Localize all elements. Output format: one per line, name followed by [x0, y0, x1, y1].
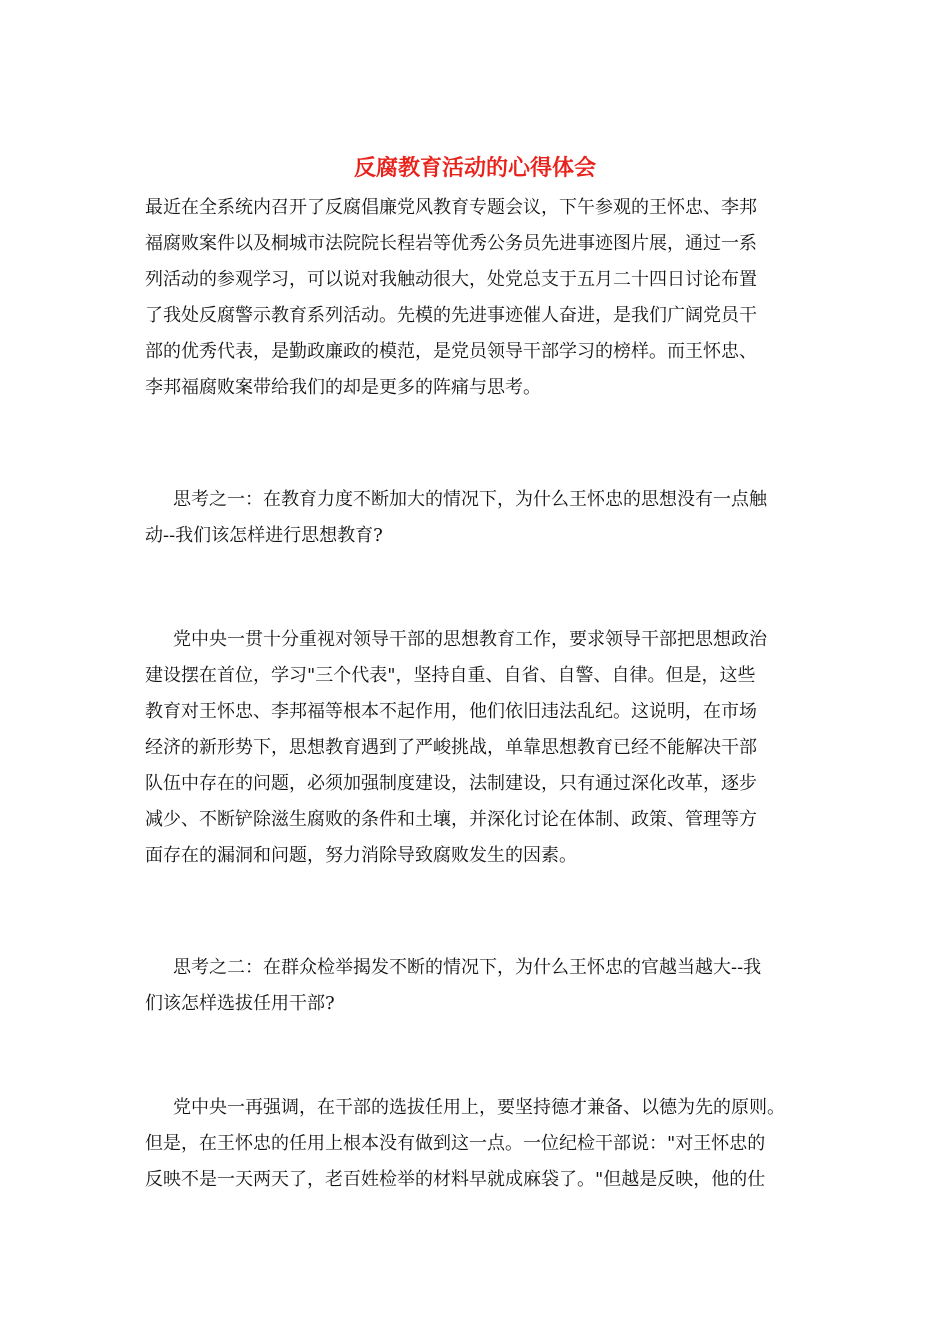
paragraph-line: 们该怎样选拔任用干部?: [145, 993, 335, 1014]
paragraph-line: 教育对王怀忠、李邦福等根本不起作用，他们依旧违法乱纪。这说明，在市场: [145, 701, 757, 722]
paragraph-line: 了我处反腐警示教育系列活动。先模的先进事迹催人奋进，是我们广阔党员干: [145, 305, 757, 326]
paragraph-line: 动--我们该怎样进行思想教育?: [145, 525, 383, 546]
paragraph-line: 减少、不断铲除滋生腐败的条件和土壤，并深化讨论在体制、政策、管理等方: [145, 809, 757, 830]
paragraph-line: 面存在的漏洞和问题，努力消除导致腐败发生的因素。: [145, 845, 577, 866]
paragraph-reflection-one: [145, 482, 835, 554]
paragraph-line: 经济的新形势下，思想教育遇到了严峻挑战，单靠思想教育已经不能解决干部: [145, 737, 757, 758]
document-title: 反腐教育活动的心得体会: [353, 155, 596, 181]
paragraph-reflection-two: [145, 950, 835, 1022]
paragraph-analysis-two: [145, 1090, 835, 1198]
paragraph-line: 思考之一：在教育力度不断加大的情况下，为什么王怀忠的思想没有一点触: [173, 489, 767, 510]
paragraph-line: 队伍中存在的问题，必须加强制度建设，法制建设，只有通过深化改革，逐步: [145, 773, 757, 794]
paragraph-line: 最近在全系统内召开了反腐倡廉党风教育专题会议，下午参观的王怀忠、李邦: [145, 197, 757, 218]
paragraph-line: 福腐败案件以及桐城市法院院长程岩等优秀公务员先进事迹图片展，通过一系: [145, 233, 757, 254]
paragraph-analysis-one: [145, 622, 835, 874]
paragraph-line: 部的优秀代表，是勤政廉政的模范，是党员领导干部学习的榜样。而王怀忠、: [145, 341, 757, 362]
paragraph-line: 列活动的参观学习，可以说对我触动很大，处党总支于五月二十四日讨论布置: [145, 269, 757, 290]
paragraph-line: 反映不是一天两天了，老百姓检举的材料早就成麻袋了。"但越是反映，他的仕: [145, 1169, 766, 1190]
paragraph-line: 李邦福腐败案带给我们的却是更多的阵痛与思考。: [145, 377, 541, 398]
paragraph-line: 党中央一再强调，在干部的选拔任用上，要坚持德才兼备、以德为先的原则。: [173, 1097, 785, 1118]
paragraph-line: 思考之二：在群众检举揭发不断的情况下，为什么王怀忠的官越当越大--我: [173, 957, 762, 978]
paragraph-line: 建设摆在首位，学习"三个代表"，坚持自重、自省、自警、自律。但是，这些: [145, 665, 756, 686]
paragraph-line: 但是，在王怀忠的任用上根本没有做到这一点。一位纪检干部说："对王怀忠的: [145, 1133, 766, 1154]
paragraph-line: 党中央一贯十分重视对领导干部的思想教育工作，要求领导干部把思想政治: [173, 629, 767, 650]
paragraph-intro: [145, 190, 835, 406]
